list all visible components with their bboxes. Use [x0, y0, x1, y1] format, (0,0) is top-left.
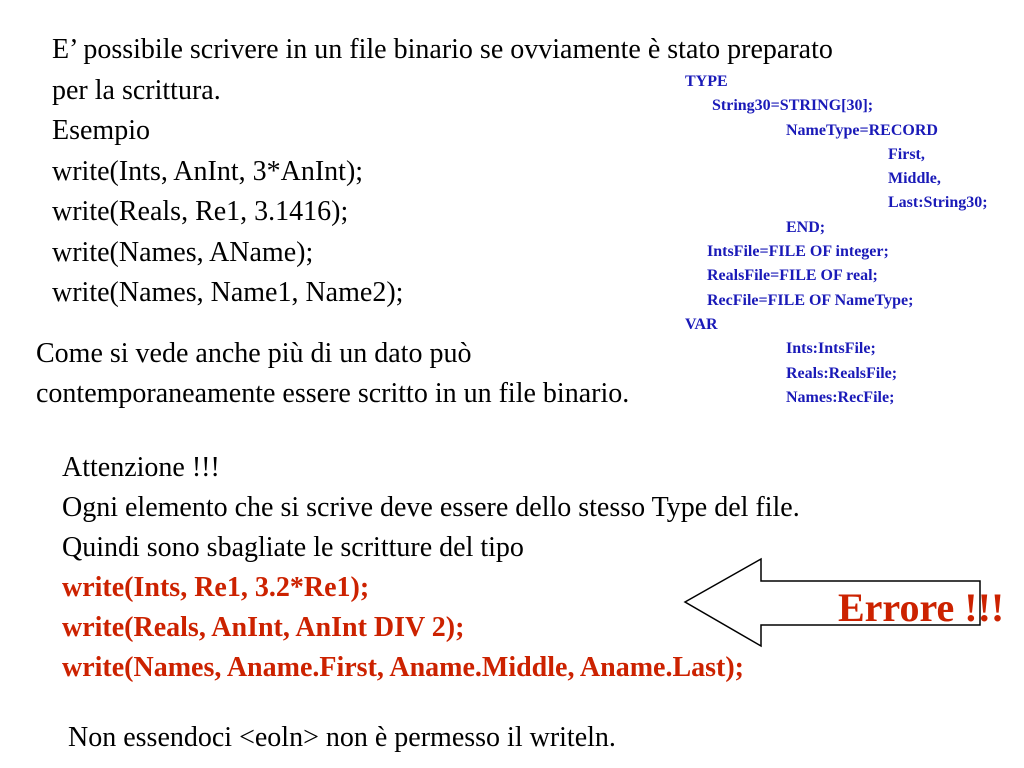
note-line: Come si vede anche più di un dato può: [36, 338, 472, 369]
code-line: Ints:IntsFile;: [786, 340, 876, 358]
wrong-write-example: write(Ints, Re1, 3.2*Re1);: [62, 572, 370, 603]
code-line: RealsFile=FILE OF real;: [707, 267, 878, 285]
example-code-line: write(Reals, Re1, 3.1416);: [52, 196, 349, 227]
warning-line: Ogni elemento che si scrive deve essere dello stesso Type del file.: [62, 492, 800, 523]
code-line: First,: [888, 145, 925, 163]
code-line: TYPE: [685, 73, 728, 90]
wrong-write-example: write(Names, Aname.First, Aname.Middle, Aname.Last);: [62, 652, 745, 683]
wrong-write-example: write(Reals, AnInt, AnInt DIV 2);: [62, 612, 465, 643]
code-line: Middle,: [888, 170, 941, 188]
intro-line: E’ possibile scrivere in un file binario se ovviamente è stato preparato: [52, 34, 833, 65]
code-line: Last:String30;: [888, 194, 988, 212]
warning-line: Quindi sono sbagliate le scritture del tipo: [62, 532, 524, 563]
type-declaration-code: [685, 70, 988, 410]
code-line: RecFile=FILE OF NameType;: [707, 291, 914, 309]
note-line: contemporaneamente essere scritto in un file binario.: [36, 378, 630, 409]
code-line: NameType=RECORD: [786, 121, 938, 139]
code-line: Names:RecFile;: [786, 388, 895, 406]
example-code-line: write(Ints, AnInt, 3*AnInt);: [52, 155, 364, 187]
note-text: [36, 334, 629, 414]
code-line: IntsFile=FILE OF integer;: [707, 243, 889, 261]
warning-heading: Attenzione !!!: [62, 452, 220, 483]
footer-note: Non essendoci <eoln> non è permesso il writeln.: [68, 722, 616, 753]
code-line: END;: [786, 218, 826, 236]
example-code-line: write(Names, Name1, Name2);: [52, 277, 404, 308]
code-line: VAR: [685, 315, 718, 333]
code-line: Reals:RealsFile;: [786, 364, 898, 382]
example-code-line: write(Names, AName);: [52, 236, 314, 268]
intro-line: per la scrittura.: [52, 74, 221, 106]
error-label: Errore !!!: [838, 585, 1005, 630]
example-heading: Esempio: [52, 115, 150, 146]
code-line: String30=STRING[30];: [712, 97, 874, 115]
